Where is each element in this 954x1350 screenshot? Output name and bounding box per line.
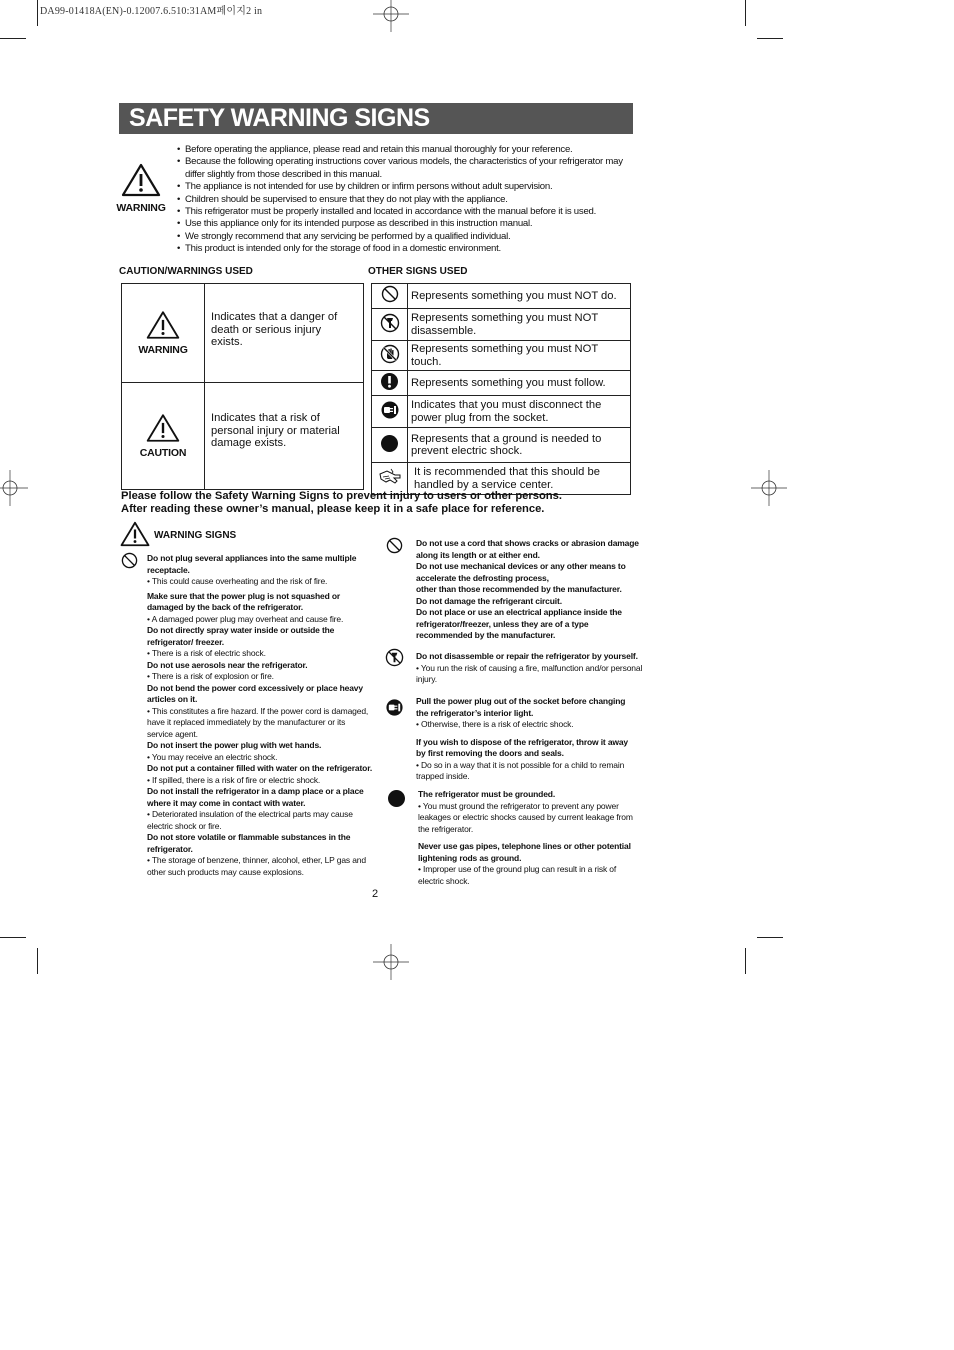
prohibited-icon [381, 285, 399, 303]
warning-item-title: Do not place or use an electrical appliance inside the refrigerator/freezer, unless they are of a type recommended by the manufacturer. [416, 607, 622, 640]
warning-item-note: • There is a risk of electric shock. [147, 648, 373, 660]
caution-label: CAUTION [139, 446, 187, 459]
warning-item-title: Do not directly spray water inside or outside the refrigerator/ freezer. [147, 625, 335, 647]
other-sign-text: Indicates that you must disconnect the power plug from the socket. [408, 396, 631, 428]
registration-mark [373, 0, 409, 32]
registration-mark [0, 470, 28, 506]
warning-item-title: Do not damage the refrigerant circuit. [416, 595, 562, 606]
other-sign-icon-cell [372, 371, 408, 396]
other-sign-row [372, 284, 631, 309]
warning-item-title: The refrigerator must be grounded. [418, 789, 556, 799]
warning-item-note: • If spilled, there is a risk of fire or electric shock. [147, 775, 373, 787]
intro-warning-label: WARNING [116, 202, 166, 214]
print-slug: DA99-01418A(EN)-0.12007.6.510:31AM페이지2 in [40, 6, 263, 17]
warning-signs-right-c [416, 696, 638, 783]
warning-signs-right-d [418, 789, 636, 887]
other-sign-text: Represents something you must NOT disassemble. [408, 309, 631, 341]
other-signs-heading: OTHER SIGNS USED [368, 266, 468, 277]
caution-row [122, 383, 364, 490]
caution-icon-cell [122, 383, 205, 490]
warning-item-title: Do not use a cord that shows cracks or abrasion damage along its length or at either end. [416, 538, 639, 560]
prohibited-icon [386, 537, 403, 554]
title-bar [119, 103, 633, 134]
other-sign-text: Represents something you must NOT do. [408, 284, 631, 309]
warning-item-note: • Do so in a way that it is not possible for a child to remain trapped inside. [416, 760, 638, 783]
caution-description: Indicates that a risk of personal injury or material damage exists. [205, 383, 364, 490]
registration-mark [751, 470, 787, 506]
intro-bullet: • The appliance is not intended for use by children or infirm persons without adult supervision. [176, 181, 638, 193]
warning-item-note: • Deteriorated insulation of the electrical parts may cause electric shock or fire. [147, 809, 373, 832]
other-sign-row [372, 428, 631, 463]
intro-warning [115, 163, 167, 214]
warning-item-title: Do not store volatile or flammable substances in the refrigerator. [147, 832, 351, 854]
warning-description: Indicates that a danger of death or serious injury exists. [205, 284, 364, 383]
other-sign-row [372, 371, 631, 396]
follow-note-line: Please follow the Safety Warning Signs to prevent injury to users or other persons. [121, 490, 562, 502]
intro-bullet: • We strongly recommend that any servicing be performed by a qualified individual. [176, 231, 638, 243]
intro-bullet: • This refrigerator must be properly installed and located in accordance with the manual before it is used. [176, 206, 638, 218]
crop-mark [37, 948, 38, 974]
other-sign-text: Represents that a ground is needed to prevent electric shock. [408, 428, 631, 463]
intro-bullet: • Children should be supervised to ensure that they do not play with the appliance. [176, 194, 638, 206]
page-title: SAFETY WARNING SIGNS [129, 104, 430, 132]
warning-signs-right-b [416, 651, 646, 686]
intro-bullet: • Use this appliance only for its intended purpose as described in this instruction manual. [176, 218, 638, 230]
warning-triangle-icon [120, 521, 150, 547]
crop-mark [0, 937, 26, 938]
other-sign-text: It is recommended that this should be handled by a service center. [408, 463, 631, 495]
no-disassemble-icon [385, 648, 404, 667]
other-sign-icon-cell [372, 284, 408, 309]
crop-mark [757, 937, 783, 938]
caution-icon-cell [122, 284, 205, 383]
other-signs-table [371, 283, 631, 495]
warning-item-title: Make sure that the power plug is not squashed or damaged by the back of the refrigerator. [147, 590, 341, 612]
crop-mark [0, 38, 26, 39]
warning-item-note: • The storage of benzene, thinner, alcohol, ether, LP gas and other such products may cause explosions. [147, 855, 373, 878]
warning-item-note: • Otherwise, there is a risk of electric shock. [416, 719, 638, 731]
intro-bullet: • Because the following operating instructions cover various models, the characteristics of your refrigerator may differ slightly from those described in this manual. [176, 156, 638, 181]
other-sign-row [372, 396, 631, 428]
crop-mark [745, 0, 746, 26]
intro-bullet: • This product is intended only for the storage of food in a domestic environment. [176, 243, 638, 255]
warning-item-note: • There is a risk of explosion or fire. [147, 671, 373, 683]
warning-item-note: • A damaged power plug may overheat and cause fire. [147, 614, 373, 626]
warning-item-title: Do not insert the power plug with wet hands. [147, 740, 322, 750]
warning-triangle-icon [146, 413, 180, 443]
other-sign-text: Represents something you must NOT touch. [408, 341, 631, 371]
other-sign-row [372, 309, 631, 341]
warning-item-title: Do not use mechanical devices or any other means to accelerate the defrosting process, [416, 561, 626, 583]
registration-mark [373, 944, 409, 980]
warning-item-title: Do not bend the power cord excessively or place heavy articles on it. [147, 682, 363, 704]
warning-item-note: • Improper use of the ground plug can result in a risk of electric shock. [418, 864, 636, 887]
other-sign-icon-cell [372, 309, 408, 341]
ground-icon [380, 434, 399, 453]
other-sign-icon-cell [372, 396, 408, 428]
no-disassemble-icon [380, 313, 400, 333]
warning-item-title: Do not plug several appliances into the same multiple receptacle. [147, 553, 357, 575]
follow-note-line: After reading these owner’s manual, please keep it in a safe place for reference. [121, 503, 545, 515]
warning-item-title: other than those recommended by the manufacturer. [416, 584, 622, 594]
intro-bullets [176, 144, 638, 256]
other-sign-icon-cell [372, 428, 408, 463]
warning-item-title: Pull the power plug out of the socket before changing the refrigerator’s interior light. [416, 696, 626, 718]
no-touch-icon [380, 344, 400, 364]
other-sign-icon-cell [372, 341, 408, 371]
caution-table-heading: CAUTION/WARNINGS USED [119, 266, 253, 277]
crop-mark [745, 948, 746, 974]
caution-row [122, 284, 364, 383]
warning-signs-right-a [416, 538, 640, 642]
service-hand-icon [377, 466, 403, 488]
warning-signs-left [147, 553, 373, 878]
warning-item-title: Do not disassemble or repair the refrigerator by yourself. [416, 651, 638, 661]
warning-triangle-icon [146, 310, 180, 340]
warning-item-note: • This could cause overheating and the risk of fire. [147, 576, 373, 588]
unplug-icon [380, 400, 400, 420]
prohibited-icon [121, 552, 138, 569]
warning-item-note: • You run the risk of causing a fire, malfunction and/or personal injury. [416, 663, 646, 686]
other-sign-row [372, 341, 631, 371]
warning-item-title: Do not put a container filled with water on the refrigerator. [147, 763, 373, 773]
warning-item-note: • You may receive an electric shock. [147, 752, 373, 764]
ground-icon [387, 789, 406, 808]
mandatory-icon [380, 372, 399, 391]
warning-label: WARNING [138, 343, 188, 356]
other-sign-text: Represents something you must follow. [408, 371, 631, 396]
warning-item-title: Never use gas pipes, telephone lines or other potential lightening rods as ground. [418, 841, 631, 863]
crop-mark [37, 0, 38, 26]
warning-signs-heading: WARNING SIGNS [154, 530, 237, 541]
crop-mark [757, 38, 783, 39]
unplug-icon [385, 698, 404, 717]
warning-item-title: If you wish to dispose of the refrigerator, throw it away by first removing the doors and seals. [416, 736, 629, 758]
page-number: 2 [372, 888, 379, 900]
warning-triangle-icon [121, 163, 161, 197]
caution-table [121, 283, 364, 490]
warning-item-note: • This constitutes a fire hazard. If the power cord is damaged, have it replaced immediately by the manufacturer or its service agent. [147, 706, 373, 741]
follow-note [121, 490, 681, 516]
warning-item-title: Do not use aerosols near the refrigerator. [147, 659, 308, 670]
warning-item-title: Do not install the refrigerator in a damp place or a place where it may come in contact with water. [147, 786, 364, 808]
warning-item-note: • You must ground the refrigerator to prevent any power leakages or electric shocks caused by current leakage from the refrigerator. [418, 801, 636, 836]
intro-bullet: • Before operating the appliance, please read and retain this manual thoroughly for your reference. [176, 144, 638, 156]
